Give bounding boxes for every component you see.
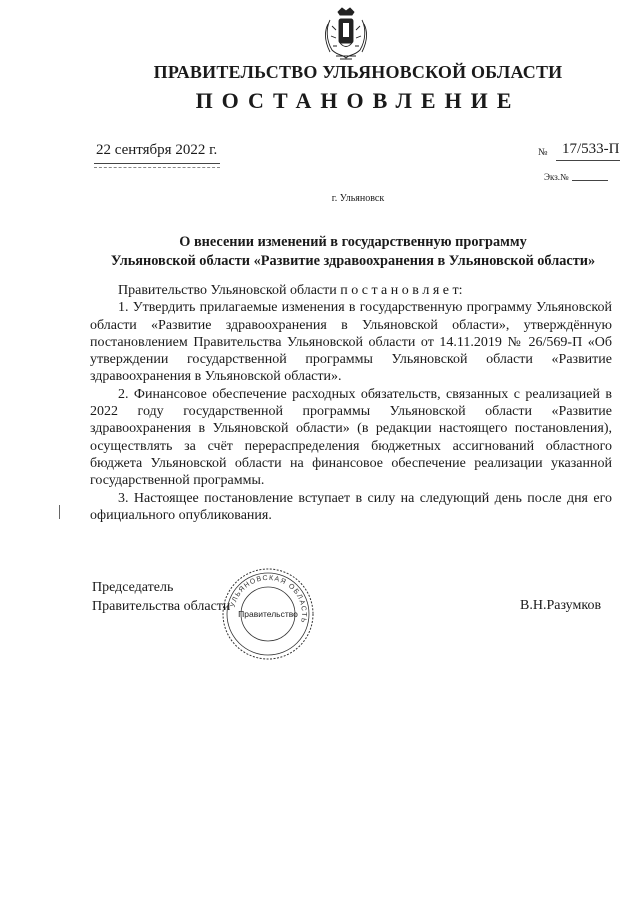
- organization-name: ПРАВИТЕЛЬСТВО УЛЬЯНОВСКОЙ ОБЛАСТИ: [153, 62, 563, 82]
- signatory-position: [92, 578, 230, 616]
- document-number: 17/533-П: [562, 141, 620, 157]
- document-title: [90, 233, 616, 271]
- title-line-1: О внесении изменений в государственную программу: [179, 234, 527, 250]
- date-underline: [94, 163, 220, 164]
- official-seal-stamp: [221, 567, 315, 661]
- copy-number-blank: [572, 180, 608, 181]
- position-line-2: Правительства области: [92, 599, 231, 614]
- seal-ring-text: УЛЬЯНОВСКАЯ ОБЛАСТЬ: [229, 574, 308, 625]
- position-line-1: Председатель: [92, 580, 174, 595]
- seal-center-text: Правительство: [238, 609, 298, 619]
- clause-2: 2. Финансовое обеспечение расходных обязательств, связанных с реализацией в 2022 году государственной программы Ульяновской области «Развитие здравоохранения в Ульяновской области» (в редакции настоящего постановления), осуществлять за счёт перераспределения бюджетных ассигнований областного бюджета Ульяновской области на финансовое обеспечение реализации указанной государственной программы.: [90, 386, 612, 489]
- margin-mark: [59, 505, 60, 519]
- clause-3: 3. Настоящее постановление вступает в силу на следующий день после дня его официального опубликования.: [90, 490, 612, 523]
- coat-of-arms-emblem: [322, 6, 370, 62]
- preamble: Правительство Ульяновской области п о с т а н о в л я е т:: [118, 283, 463, 298]
- document-body: [90, 282, 612, 524]
- date-underline-dashed: [94, 167, 220, 168]
- document-type: ПОСТАНОВЛЕНИЕ: [195, 88, 521, 113]
- number-sign: №: [538, 147, 548, 158]
- document-date: 22 сентября 2022 г.: [96, 142, 218, 158]
- number-underline: [556, 160, 620, 161]
- signatory-name: В.Н.Разумков: [520, 598, 602, 613]
- clause-1: 1. Утвердить прилагаемые изменения в государственную программу Ульяновской области «Развитие здравоохранения в Ульяновской области», утверждённую постановлением Правительства Ульяновской области от 14.11.2019 № 26/569-П «Об утверждении государственной программы Ульяновской области «Развитие здравоохранения в Ульяновской области».: [90, 300, 612, 385]
- copy-number-label: Экз.№: [544, 172, 569, 182]
- city-name: г. Ульяновск: [331, 193, 385, 204]
- title-line-2: Ульяновской области «Развитие здравоохранения в Ульяновской области»: [110, 253, 596, 269]
